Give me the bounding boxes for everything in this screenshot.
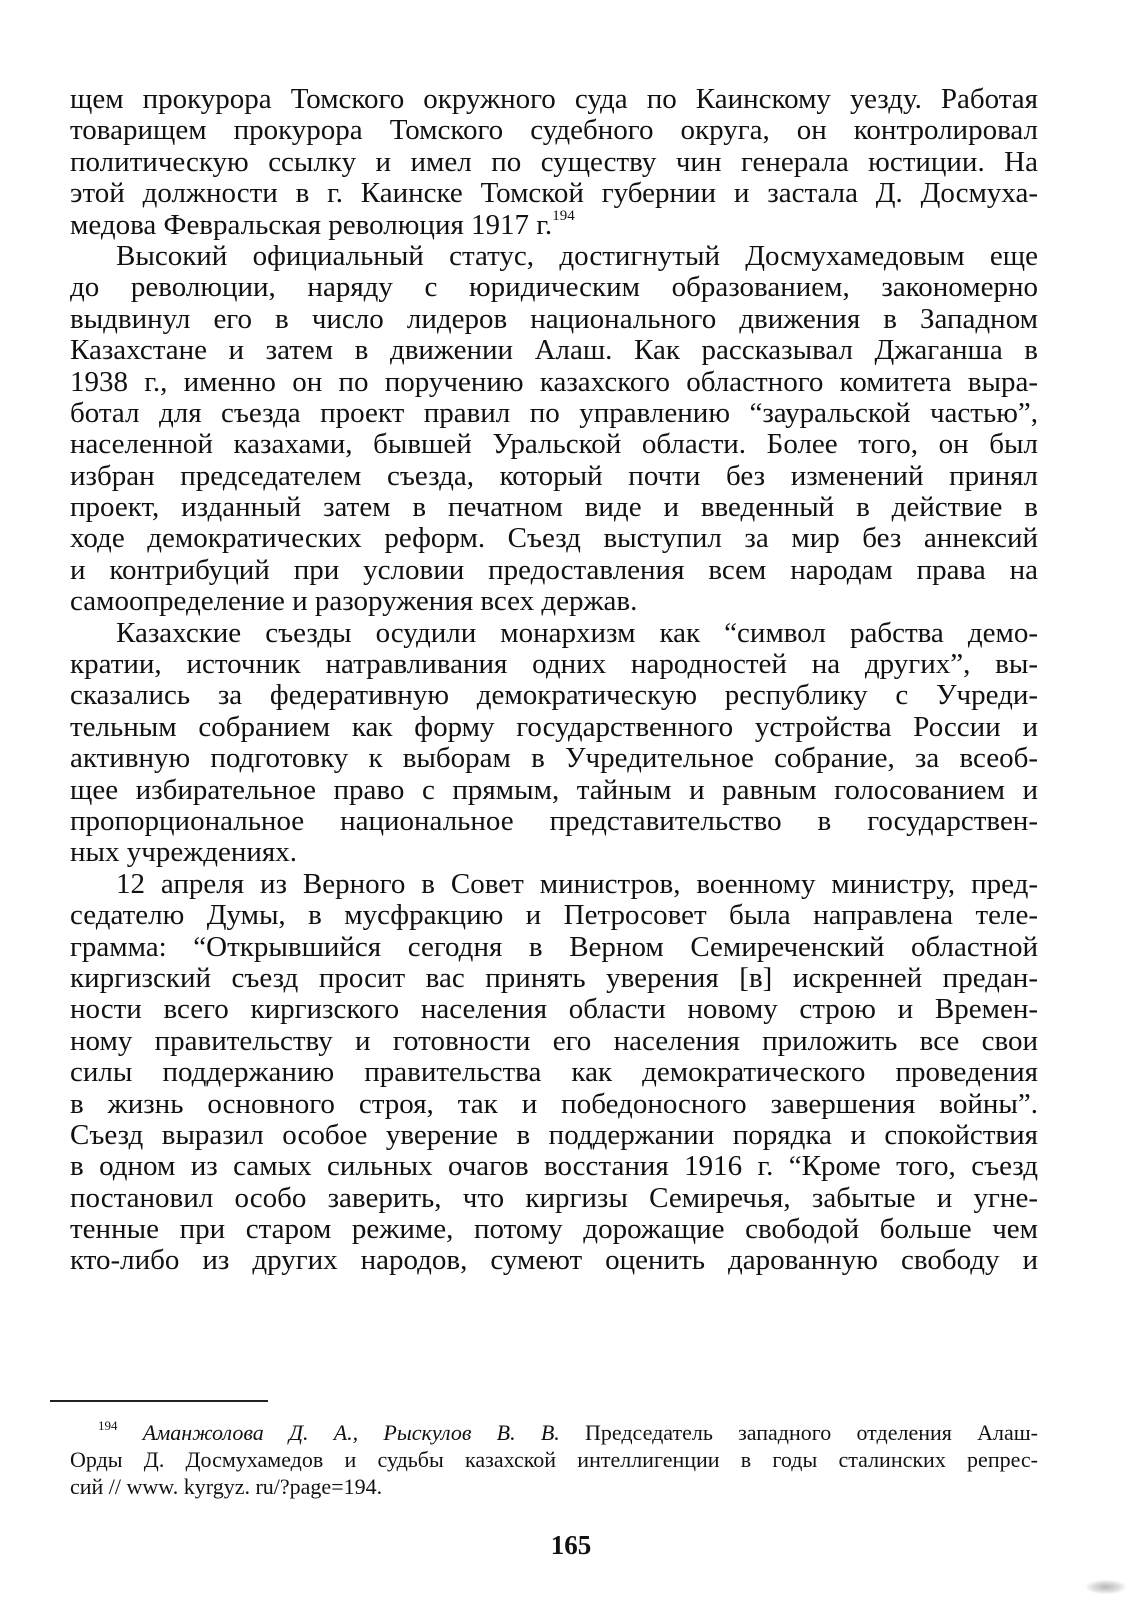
text-line <box>70 178 1038 209</box>
text-line <box>70 900 1038 931</box>
text-line-content: до революции, наряду с юридическим образованием, закономерно <box>70 271 1038 304</box>
text-line <box>70 115 1038 146</box>
text-line <box>70 775 1038 806</box>
text-line <box>70 680 1038 711</box>
text-line-content: этой должности в г. Каинске Томской губернии и застала Д. Досмуха- <box>70 177 1038 210</box>
text-line-content: в одном из самых сильных очагов восстания 1916 г. “Кроме того, съезд <box>70 1150 1038 1183</box>
text-line <box>70 304 1038 335</box>
text-line <box>70 932 1038 963</box>
text-line-content: тенные при старом режиме, потому дорожащие свободой больше чем <box>70 1213 1038 1246</box>
text-line <box>70 429 1038 460</box>
main-text <box>70 84 1038 1277</box>
text-line <box>70 335 1038 366</box>
text-line <box>70 1057 1038 1088</box>
footnote-marker: 194 <box>98 1418 118 1433</box>
text-line <box>70 555 1038 586</box>
footnote-title-part: Председатель западного отделения Алаш- <box>559 1420 1039 1445</box>
text-line <box>70 523 1038 554</box>
text-line <box>70 869 1038 900</box>
text-line <box>70 618 1038 649</box>
text-line-content: Казахстане и затем в движении Алаш. Как рассказывал Джаганша в <box>70 334 1038 367</box>
footnote-separator <box>50 1400 268 1402</box>
text-line <box>70 649 1038 680</box>
text-line-content: 1938 г., именно он по поручению казахского областного комитета выра- <box>70 365 1038 398</box>
text-line-content: тельным собранием как форму государственного устройства России и <box>70 710 1038 743</box>
text-line-content: проект, изданный затем в печатном виде и введенный в действие в <box>70 491 1038 524</box>
text-line <box>70 586 1038 617</box>
text-line <box>70 994 1038 1025</box>
text-line <box>70 1245 1038 1276</box>
text-line <box>70 241 1038 272</box>
footnote-line <box>70 1419 1038 1446</box>
text-line-content: кратии, источник натравливания одних народностей на других”, вы- <box>70 648 1038 681</box>
text-line <box>70 147 1038 178</box>
text-line <box>70 963 1038 994</box>
text-line-content: ходе демократических реформ. Съезд выступил за мир без аннексий <box>70 522 1038 555</box>
footnote-line: Орды Д. Досмухамедов и судьбы казахской интеллигенции в годы сталинских репрес- <box>70 1447 1038 1472</box>
footnote <box>70 1419 1038 1500</box>
text-line <box>70 1120 1038 1151</box>
text-line <box>70 84 1038 115</box>
text-line-content: щем прокурора Томского окружного суда по Каинскому уезду. Работая <box>70 83 1038 115</box>
text-line <box>70 1026 1038 1057</box>
text-line <box>70 1214 1038 1245</box>
text-line <box>70 1183 1038 1214</box>
text-line-content: Казахские съезды осудили монархизм как “символ рабства демо- <box>116 616 1038 649</box>
scan-smudge <box>1086 1580 1126 1594</box>
text-line <box>70 207 1038 241</box>
text-line-content: ботал для съезда проект правил по управлению “зауральской частью”, <box>70 396 1038 429</box>
text-line <box>70 461 1038 492</box>
text-line <box>70 272 1038 303</box>
text-line <box>70 492 1038 523</box>
text-line-content: ному правительству и готовности его населения приложить все свои <box>70 1024 1038 1057</box>
text-line-content: киргизский съезд просит вас принять уверения [в] искренней предан- <box>70 961 1038 994</box>
text-line <box>70 1089 1038 1120</box>
page-number: 165 <box>550 1530 592 1560</box>
text-line-content: в жизнь основного строя, так и победоносного завершения войны”. <box>70 1087 1038 1120</box>
text-line <box>70 1151 1038 1182</box>
footnote-line: сий // www. kyrgyz. ru/?page=194. <box>70 1474 383 1499</box>
text-line-content: силы поддержанию правительства как демократического проведения <box>70 1056 1038 1089</box>
text-line-content: ности всего киргизского населения области новому строю и Времен- <box>70 993 1038 1026</box>
text-line-content: грамма: “Открывшийся сегодня в Верном Семиреченский областной <box>70 930 1038 963</box>
text-line-content: населенной казахами, бывшей Уральской области. Более того, он был <box>70 428 1038 461</box>
text-line <box>70 806 1038 837</box>
text-line <box>70 367 1038 398</box>
text-line-content: политическую ссылку и имел по существу чин генерала юстиции. На <box>70 145 1038 178</box>
text-line-content: кто-либо из других народов, сумеют оценить дарованную свободу и <box>70 1244 1038 1277</box>
text-line-content: щее избирательное право с прямым, тайным и равным голосованием и <box>70 773 1038 806</box>
text-line-content: ных учреждениях. <box>70 836 298 869</box>
text-line <box>70 743 1038 774</box>
text-line <box>70 712 1038 743</box>
text-line-content: избран председателем съезда, который почти без изменений принял <box>70 459 1038 492</box>
text-line-content: Высокий официальный статус, достигнутый Досмухамедовым еще <box>116 239 1038 272</box>
text-line-content: товарищем прокурора Томского судебного округа, он контролировал <box>70 114 1038 147</box>
text-line-content: сказались за федеративную демократическую республику с Учреди- <box>70 679 1038 712</box>
text-line-content: и контрибуций при условии предоставления всем народам права на <box>70 553 1038 586</box>
text-line-content: пропорциональное национальное представительство в государствен- <box>70 804 1038 837</box>
text-line-content: активную подготовку к выборам в Учредительное собрание, за всеоб- <box>70 742 1038 775</box>
footnote-reference: 194 <box>552 207 575 224</box>
text-line-content: выдвинул его в число лидеров национального движения в Западном <box>70 302 1038 335</box>
text-line <box>70 398 1038 429</box>
text-line <box>70 837 1038 868</box>
text-line-content: Съезд выразил особое уверение в поддержании порядка и спокойствия <box>70 1118 1038 1151</box>
text-line-content: медова Февральская революция 1917 г. <box>70 208 553 241</box>
footnote-authors: Аманжолова Д. А., Рыскулов В. В. <box>142 1420 560 1445</box>
text-line-content: 12 апреля из Верного в Совет министров, военному министру, пред- <box>116 867 1038 900</box>
text-line-content: постановил особо заверить, что киргизы Семиречья, забытые и угне- <box>70 1181 1038 1214</box>
text-line-content: самоопределение и разоружения всех держав. <box>70 585 638 618</box>
text-line-content: седателю Думы, в мусфракцию и Петросовет была направлена теле- <box>70 899 1038 932</box>
